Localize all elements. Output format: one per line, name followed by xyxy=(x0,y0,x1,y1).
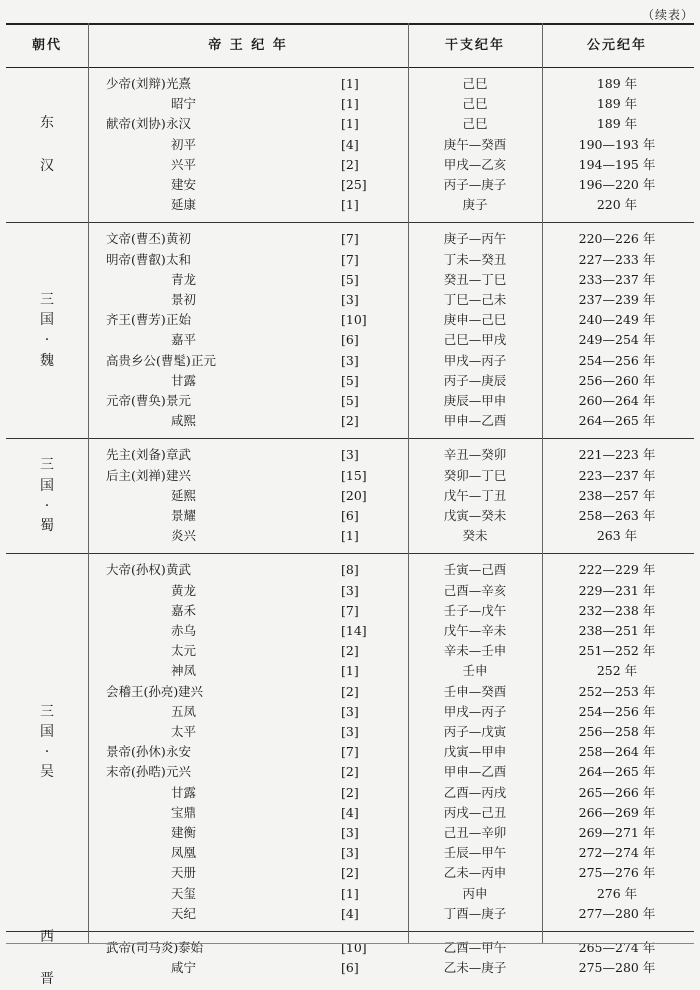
ganzhi-year: 壬辰—甲午 xyxy=(443,845,507,861)
dynasty-group xyxy=(6,67,694,223)
dynasty-char: · xyxy=(44,497,50,514)
era-name: 建兴 xyxy=(166,467,192,483)
ad-year: 237—239 年 xyxy=(578,291,656,307)
era-name: 光熹 xyxy=(166,76,192,91)
table-row xyxy=(6,135,694,155)
emperor-name: 后主(刘禅) xyxy=(106,467,166,483)
era-name: 正元 xyxy=(191,352,217,368)
era-length: [4] xyxy=(341,804,359,820)
header-dynasty: 朝代 xyxy=(31,38,62,53)
table-row xyxy=(6,560,694,580)
dynasty-char: 三 xyxy=(40,703,54,720)
column-divider xyxy=(408,23,409,943)
era-name: 延康 xyxy=(171,197,197,213)
era-name: 凤凰 xyxy=(171,845,197,861)
dynasty-char: 晋 xyxy=(40,971,54,988)
era-length: [5] xyxy=(341,372,359,388)
table-row xyxy=(6,526,694,546)
dynasty-char: 东 xyxy=(40,115,54,132)
era-name: 咸宁 xyxy=(171,960,197,976)
emperor-name: 文帝(曹丕) xyxy=(106,231,166,247)
table-row xyxy=(6,466,694,486)
era-length: [7] xyxy=(341,231,359,247)
ganzhi-year: 乙酉—甲午 xyxy=(443,940,507,955)
era-name: 宝鼎 xyxy=(171,804,197,820)
era-name: 永汉 xyxy=(166,116,192,132)
era-name: 昭宁 xyxy=(171,96,197,112)
table-row xyxy=(6,114,694,134)
ad-year: 258—264 年 xyxy=(578,744,656,760)
table-row xyxy=(6,958,694,978)
table-row xyxy=(6,486,694,506)
dynasty-char: 汉 xyxy=(40,157,54,174)
ad-year: 220 年 xyxy=(596,197,638,213)
ad-year: 264—265 年 xyxy=(578,413,656,429)
dynasty-char: 国 xyxy=(40,477,54,494)
era-length: [10] xyxy=(341,940,367,955)
table-row xyxy=(6,722,694,742)
era-name: 景初 xyxy=(171,291,197,307)
table-row xyxy=(6,742,694,762)
dynasty-group xyxy=(6,222,694,439)
era-name: 天玺 xyxy=(171,885,197,901)
dynasty-char: 西 xyxy=(40,928,54,945)
dynasty-char: 国 xyxy=(40,723,54,740)
column-divider xyxy=(88,23,89,943)
emperor-name: 会稽王(孙亮) xyxy=(106,683,179,699)
ad-year: 220—226 年 xyxy=(578,231,656,247)
table-row xyxy=(6,250,694,270)
ganzhi-year: 甲申—乙酉 xyxy=(443,413,507,429)
era-name: 神凤 xyxy=(171,663,197,679)
table-row xyxy=(6,290,694,310)
table-row xyxy=(6,270,694,290)
ad-year: 194—195 年 xyxy=(578,156,656,172)
table-row xyxy=(6,445,694,465)
era-name: 元兴 xyxy=(166,764,192,780)
ad-year: 260—264 年 xyxy=(578,392,656,408)
era-name: 炎兴 xyxy=(171,528,197,544)
era-name: 建兴 xyxy=(178,683,204,699)
table-row xyxy=(6,175,694,195)
era-length: [25] xyxy=(341,177,367,192)
era-length: [6] xyxy=(341,507,359,523)
ad-year: 275—276 年 xyxy=(578,865,656,881)
era-length: [3] xyxy=(341,723,359,739)
column-divider xyxy=(542,23,543,943)
ganzhi-year: 丙子—庚子 xyxy=(443,177,507,192)
ad-year: 190—193 年 xyxy=(578,136,656,152)
ad-year: 222—229 年 xyxy=(578,562,656,578)
table-row xyxy=(6,661,694,681)
ganzhi-year: 己丑—辛卯 xyxy=(443,824,507,840)
table-row xyxy=(6,884,694,904)
era-name: 甘露 xyxy=(171,372,197,388)
header-ganzhi: 干支纪年 xyxy=(444,38,505,53)
ganzhi-year: 壬申—癸酉 xyxy=(443,683,507,699)
era-length: [1] xyxy=(341,197,359,213)
era-length: [3] xyxy=(341,291,359,307)
table-row xyxy=(6,904,694,924)
ad-year: 254—256 年 xyxy=(578,703,656,719)
table-row xyxy=(6,641,694,661)
table-row xyxy=(6,938,694,958)
era-length: [2] xyxy=(341,413,359,429)
ad-year: 238—257 年 xyxy=(578,487,656,503)
era-name: 太和 xyxy=(166,251,192,267)
dynasty-char: 三 xyxy=(40,291,54,308)
era-name: 甘露 xyxy=(171,784,197,800)
era-name: 五凤 xyxy=(171,703,197,719)
era-length: [3] xyxy=(341,824,359,840)
era-name: 太元 xyxy=(171,643,197,659)
emperor-name: 先主(刘备) xyxy=(106,447,166,463)
era-length: [3] xyxy=(341,582,359,598)
header-gongyuan: 公元纪年 xyxy=(586,38,647,53)
era-length: [7] xyxy=(341,251,359,267)
ganzhi-year: 丁巳—己未 xyxy=(443,291,507,307)
era-name: 青龙 xyxy=(171,271,197,287)
era-length: [1] xyxy=(341,116,359,132)
era-name: 景元 xyxy=(166,392,192,408)
ganzhi-year: 辛未—壬申 xyxy=(443,643,507,659)
era-length: [4] xyxy=(341,136,359,152)
era-length: [2] xyxy=(341,784,359,800)
era-length: [20] xyxy=(341,487,367,503)
era-length: [6] xyxy=(341,960,359,976)
ganzhi-year: 庚子—丙午 xyxy=(443,231,507,247)
era-length: [7] xyxy=(341,602,359,618)
era-length: [2] xyxy=(341,156,359,172)
era-length: [1] xyxy=(341,96,359,112)
ad-year: 232—238 年 xyxy=(578,602,656,618)
ganzhi-year: 戊寅—癸未 xyxy=(443,507,507,523)
emperor-name: 末帝(孙晧) xyxy=(106,764,166,780)
era-length: [3] xyxy=(341,447,359,463)
ganzhi-year: 甲戌—丙子 xyxy=(443,703,507,719)
ganzhi-year: 丙子—戊寅 xyxy=(443,723,507,739)
era-length: [3] xyxy=(341,845,359,861)
ganzhi-year: 丙申 xyxy=(462,885,488,901)
ad-year: 266—269 年 xyxy=(578,804,656,820)
era-name: 建衡 xyxy=(171,824,197,840)
era-name: 初平 xyxy=(171,136,197,152)
ad-year: 254—256 年 xyxy=(578,352,656,368)
ganzhi-year: 己巳 xyxy=(462,116,488,132)
ad-year: 276 年 xyxy=(596,885,638,901)
dynasty-char: 三 xyxy=(40,457,54,474)
era-name: 嘉禾 xyxy=(171,602,197,618)
era-length: [4] xyxy=(341,905,359,921)
bottom-rule xyxy=(6,943,694,944)
ad-year: 238—251 年 xyxy=(578,622,656,638)
era-length: [2] xyxy=(341,683,359,699)
era-length: [6] xyxy=(341,332,359,348)
table-row xyxy=(6,155,694,175)
ganzhi-year: 己酉—辛亥 xyxy=(443,582,507,598)
ganzhi-year: 庚子 xyxy=(462,197,488,213)
era-name: 黄武 xyxy=(166,562,192,578)
era-name: 兴平 xyxy=(171,156,197,172)
table-row xyxy=(6,621,694,641)
era-name: 永安 xyxy=(166,744,192,760)
ad-year: 252 年 xyxy=(596,663,638,679)
emperor-name: 景帝(孙休) xyxy=(106,744,166,760)
table-row xyxy=(6,411,694,431)
ad-year: 251—252 年 xyxy=(578,643,656,659)
era-length: [1] xyxy=(341,663,359,679)
ad-year: 223—237 年 xyxy=(578,467,656,483)
table-row xyxy=(6,195,694,215)
table-row xyxy=(6,702,694,722)
era-length: [5] xyxy=(341,271,359,287)
ganzhi-year: 壬寅—己酉 xyxy=(443,562,507,578)
ad-year: 229—231 年 xyxy=(578,582,656,598)
era-length: [1] xyxy=(341,76,359,91)
emperor-name: 齐王(曹芳) xyxy=(106,312,166,328)
table-row xyxy=(6,351,694,371)
era-name: 太平 xyxy=(171,723,197,739)
era-length: [2] xyxy=(341,643,359,659)
table-row xyxy=(6,581,694,601)
ganzhi-year: 壬子—戊午 xyxy=(443,602,507,618)
era-length: [8] xyxy=(341,562,359,578)
dynasty-char: 魏 xyxy=(40,352,54,369)
ganzhi-year: 丁未—癸丑 xyxy=(443,251,507,267)
ad-year: 221—223 年 xyxy=(578,447,656,463)
table-row xyxy=(6,762,694,782)
continued-label: （续表） xyxy=(641,8,694,22)
dynasty-char: 蜀 xyxy=(40,518,54,535)
era-name: 景耀 xyxy=(171,507,197,523)
ad-year: 277—280 年 xyxy=(578,905,656,921)
ganzhi-year: 乙未—丙申 xyxy=(443,865,507,881)
ganzhi-year: 戊午—辛未 xyxy=(443,622,507,638)
ganzhi-year: 丙子—庚辰 xyxy=(443,372,507,388)
ad-year: 240—249 年 xyxy=(578,312,656,328)
era-name: 延熙 xyxy=(171,487,197,503)
ad-year: 189 年 xyxy=(596,96,638,112)
ganzhi-year: 己巳 xyxy=(462,76,488,91)
era-length: [14] xyxy=(341,622,367,638)
ad-year: 264—265 年 xyxy=(578,764,656,780)
era-name: 章武 xyxy=(166,447,192,463)
table-row xyxy=(6,682,694,702)
table-row xyxy=(6,229,694,249)
ganzhi-year: 癸丑—丁巳 xyxy=(443,271,507,287)
emperor-name: 明帝(曹叡) xyxy=(106,251,166,267)
ad-year: 252—253 年 xyxy=(578,683,656,699)
emperor-name: 武帝(司马炎) xyxy=(106,940,179,955)
emperor-name: 献帝(刘协) xyxy=(106,116,166,132)
era-name: 正始 xyxy=(166,312,192,328)
ad-year: 249—254 年 xyxy=(578,332,656,348)
table-row xyxy=(6,310,694,330)
table-header xyxy=(6,23,694,68)
era-length: [7] xyxy=(341,744,359,760)
header-reign: 帝 王 纪 年 xyxy=(208,38,288,53)
emperor-name: 大帝(孙权) xyxy=(106,562,166,578)
emperor-name: 元帝(曹奂) xyxy=(106,392,166,408)
ad-year: 258—263 年 xyxy=(578,507,656,523)
ganzhi-year: 癸卯—丁巳 xyxy=(443,467,507,483)
table-row xyxy=(6,803,694,823)
ganzhi-year: 己巳—甲戌 xyxy=(443,332,507,348)
era-name: 天纪 xyxy=(171,905,197,921)
era-length: [15] xyxy=(341,467,367,483)
ad-year: 272—274 年 xyxy=(578,845,656,861)
ganzhi-year: 癸未 xyxy=(462,528,488,544)
era-length: [10] xyxy=(341,312,367,328)
table-row xyxy=(6,863,694,883)
ad-year: 269—271 年 xyxy=(578,824,656,840)
ad-year: 196—220 年 xyxy=(578,177,656,192)
table-row xyxy=(6,601,694,621)
table-row xyxy=(6,330,694,350)
era-length: [1] xyxy=(341,885,359,901)
ganzhi-year: 乙未—庚子 xyxy=(443,960,507,976)
era-name: 黄初 xyxy=(166,231,192,247)
ganzhi-year: 戊寅—甲申 xyxy=(443,744,507,760)
ad-year: 256—258 年 xyxy=(578,723,656,739)
ganzhi-year: 己巳 xyxy=(462,96,488,112)
table-row xyxy=(6,371,694,391)
era-name: 咸熙 xyxy=(171,413,197,429)
dynasty-group xyxy=(6,438,694,554)
ganzhi-year: 庚申—己巳 xyxy=(443,312,507,328)
table-row xyxy=(6,74,694,94)
era-name: 嘉平 xyxy=(171,332,197,348)
era-length: [2] xyxy=(341,865,359,881)
ganzhi-year: 庚午—癸酉 xyxy=(443,136,507,152)
ganzhi-year: 乙酉—丙戌 xyxy=(443,784,507,800)
table-row xyxy=(6,783,694,803)
era-name: 泰始 xyxy=(178,940,204,955)
ad-year: 227—233 年 xyxy=(578,251,656,267)
dynasty-char: · xyxy=(44,332,50,349)
table-row xyxy=(6,391,694,411)
era-length: [1] xyxy=(341,528,359,544)
dynasty-char: 国 xyxy=(40,312,54,329)
era-length: [3] xyxy=(341,352,359,368)
ganzhi-year: 丙戌—己丑 xyxy=(443,804,507,820)
ganzhi-year: 甲戌—丙子 xyxy=(443,352,507,368)
era-length: [5] xyxy=(341,392,359,408)
ganzhi-year: 甲戌—乙亥 xyxy=(443,156,507,172)
era-name: 建安 xyxy=(171,177,197,192)
ganzhi-year: 戊午—丁丑 xyxy=(443,487,507,503)
era-name: 天册 xyxy=(171,865,197,881)
ad-year: 265—274 年 xyxy=(578,940,656,955)
ad-year: 263 年 xyxy=(596,528,638,544)
ganzhi-year: 辛丑—癸卯 xyxy=(443,447,507,463)
ganzhi-year: 壬申 xyxy=(462,663,488,679)
ganzhi-year: 庚辰—甲申 xyxy=(443,392,507,408)
table-row xyxy=(6,506,694,526)
dynasty-char: 吴 xyxy=(40,764,54,781)
ad-year: 233—237 年 xyxy=(578,271,656,287)
emperor-name: 高贵乡公(曹髦) xyxy=(106,352,191,368)
era-length: [3] xyxy=(341,703,359,719)
ad-year: 256—260 年 xyxy=(578,372,656,388)
ad-year: 189 年 xyxy=(596,116,638,132)
ganzhi-year: 甲申—乙酉 xyxy=(443,764,507,780)
emperor-name: 少帝(刘辩) xyxy=(106,76,166,91)
ganzhi-year: 丁酉—庚子 xyxy=(443,905,507,921)
ad-year: 265—266 年 xyxy=(578,784,656,800)
ad-year: 275—280 年 xyxy=(578,960,656,976)
dynasty-char: · xyxy=(44,744,50,761)
table-row xyxy=(6,843,694,863)
table-row xyxy=(6,823,694,843)
era-length: [2] xyxy=(341,764,359,780)
dynasty-group xyxy=(6,553,694,932)
era-name: 黄龙 xyxy=(171,582,197,598)
ad-year: 189 年 xyxy=(596,76,638,91)
table-row xyxy=(6,94,694,114)
dynasty-group xyxy=(6,928,694,988)
era-name: 赤乌 xyxy=(171,622,197,638)
